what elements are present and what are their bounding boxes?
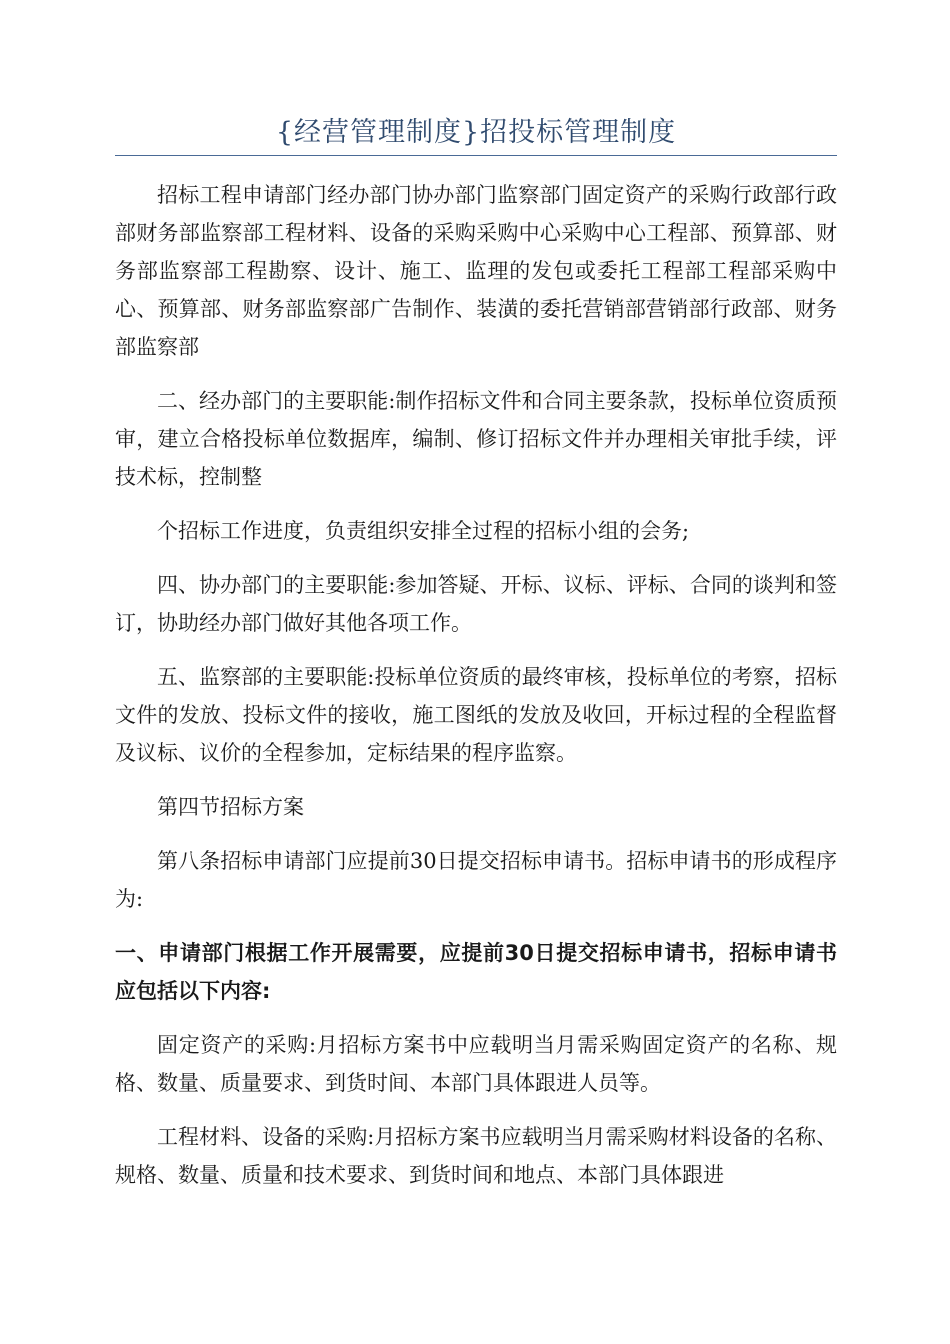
paragraph-materials-equipment-purchase: 工程材料、设备的采购:月招标方案书应载明当月需采购材料设备的名称、规格、数量、质量和技术要求、到货时间和地点、本部门具体跟进	[115, 1125, 837, 1187]
paragraph-handling-dept-duties: 二、经办部门的主要职能:制作招标文件和合同主要条款，投标单位资质预审，建立合格投标单位数据库，编制、修订招标文件并办理相关审批手续，评技术标，控制整	[115, 389, 837, 489]
document-page	[115, 110, 837, 1210]
bold-heading-application-content: 一、申请部门根据工作开展需要，应提前30日提交招标申请书，招标申请书应包括以下内容:	[115, 941, 837, 1003]
section-heading-bidding-plan: 第四节招标方案	[157, 795, 304, 819]
paragraph-handling-dept-duties-cont: 个招标工作进度，负责组织安排全过程的招标小组的会务;	[157, 519, 690, 543]
paragraph-department-table: 招标工程申请部门经办部门协办部门监察部门固定资产的采购行政部行政部财务部监察部工程材料、设备的采购采购中心采购中心工程部、预算部、财务部监察部工程勘察、设计、施工、监理的发包或委托工程部工程部采购中心、预算部、财务部监察部广告制作、装潢的委托营销部营销部行政部、财务部监察部	[115, 183, 837, 359]
paragraph-assisting-dept-duties: 四、协办部门的主要职能:参加答疑、开标、议标、评标、合同的谈判和签订，协助经办部门做好其他各项工作。	[115, 573, 837, 635]
document-title: {经营管理制度}招投标管理制度	[115, 110, 837, 156]
paragraph-supervision-dept-duties: 五、监察部的主要职能:投标单位资质的最终审核，投标单位的考察，招标文件的发放、投标文件的接收，施工图纸的发放及收回，开标过程的全程监督及议标、议价的全程参加，定标结果的程序监察。	[115, 665, 837, 765]
paragraph-article-eight: 第八条招标申请部门应提前30日提交招标申请书。招标申请书的形成程序为:	[115, 849, 837, 911]
paragraph-fixed-asset-purchase: 固定资产的采购:月招标方案书中应载明当月需采购固定资产的名称、规格、数量、质量要求、到货时间、本部门具体跟进人员等。	[115, 1033, 837, 1095]
